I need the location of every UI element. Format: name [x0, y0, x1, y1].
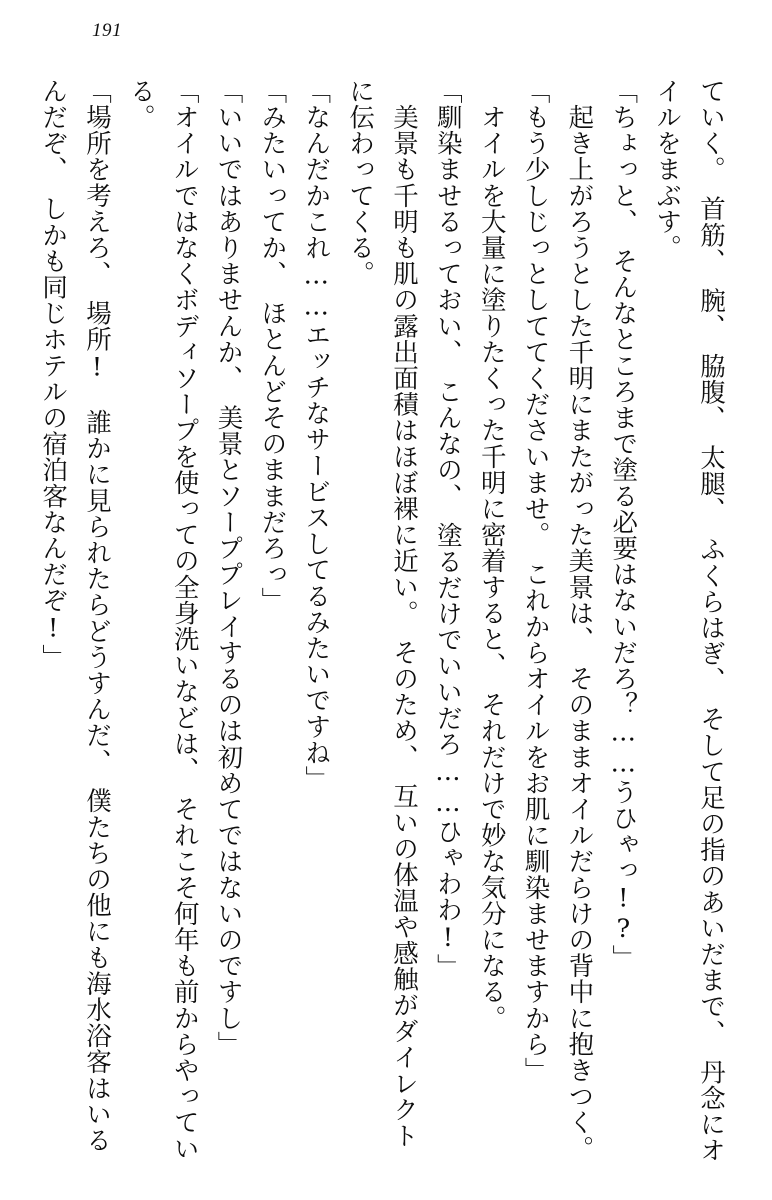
paragraph: 「オイルではなくボディソープを使っての全身洗いなどは、 それこそ何年も前からやっている。: [125, 78, 200, 1162]
paragraph: ていく。 首筋、 腕、 脇腹、 太腿、 ふくらはぎ、 そして足の指のあいだまで、 丹念にオイルをまぶす。: [652, 78, 726, 1164]
paragraph: 「場所を考えろ、 場所! 誰かに見られたらどうすんだ、 僕たちの他にも海水浴客はいるんだぞ、 しかも同じホテルの宿泊客なんだぞ!」: [38, 78, 112, 1154]
paragraph: 「いいではありませんか、 美景とソーププレイするのは初めてではないのですし」: [213, 78, 244, 1058]
paragraph: 「もう少しじっとしててくださいませ。 これからオイルをお肌に馴染ませますから」: [520, 78, 551, 1084]
paragraph: 「みたいってか、 ほとんどそのままだろっ」: [257, 78, 288, 614]
paragraph: オイルを大量に塗りたくった千明に密着すると、 それだけで妙な気分になる。: [476, 78, 507, 1031]
page-number: 191: [92, 20, 122, 41]
paragraph: 「ちょっと、 そんなところまで塗る必要はないだろ？……うひゃっ!?」: [608, 78, 639, 971]
paragraph: 「なんだかこれ……エッチなサービスしてるみたいですね」: [301, 78, 332, 792]
page-text-body: [38, 78, 732, 1168]
paragraph: 美景も千明も肌の露出面積はほぼ裸に近い。 そのため、 互いの体温や感触がダイレクトに伝わってくる。: [345, 78, 419, 1149]
paragraph: 「馴染ませるっておい、 こんなの、 塗るだけでいいだろ……ひゃわわ!」: [432, 78, 463, 980]
paragraph: 起き上がろうとした千明にまたがった美景は、 そのままオイルだらけの背中に抱きつく。: [564, 78, 595, 1162]
